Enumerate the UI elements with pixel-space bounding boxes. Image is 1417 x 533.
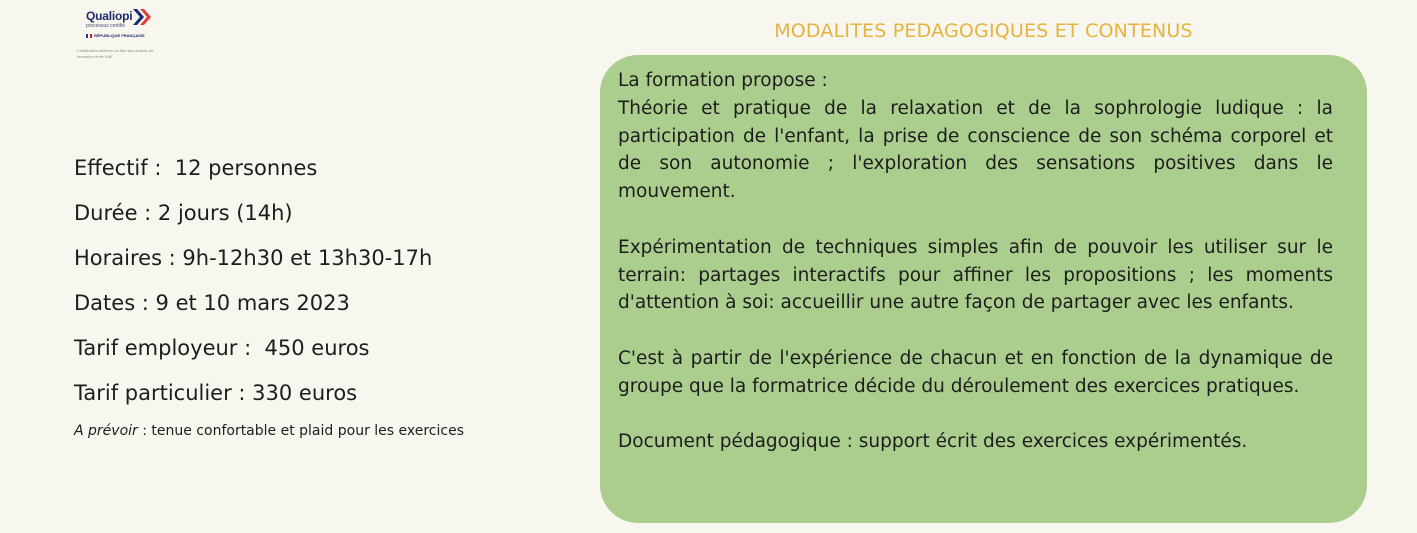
- content-paragraph: Expérimentation de techniques simples afin de pouvoir les utiliser sur le terrain: partages interactifs pour affiner les propositions ; les moments d'attention à soi: accueillir une autre façon de partager avec les enfants.: [618, 236, 1333, 314]
- equipment-note: [74, 423, 554, 439]
- content-paragraph: C'est à partir de l'expérience de chacun et en fonction de la dynamique de groupe que la formatrice décide du déroulement des exercices pratiques.: [618, 347, 1333, 397]
- info-tarif-particulier: Tarif particulier : 330 euros: [74, 381, 358, 405]
- chevron-logo-icon: [133, 9, 153, 25]
- note-text: : tenue confortable et plaid pour les exercices: [137, 423, 464, 439]
- french-flag-icon: [86, 34, 92, 38]
- qualiopi-logo: [77, 6, 177, 66]
- logo-subtitle: processus certifié: [86, 23, 125, 29]
- logo-country: [86, 33, 145, 38]
- section-title: MODALITES PEDAGOGIQUES ET CONTENUS: [774, 20, 1193, 42]
- content-panel: [600, 55, 1367, 523]
- info-tarif-employeur: Tarif employeur : 450 euros: [74, 336, 370, 360]
- practical-info: [74, 153, 554, 439]
- info-dates: Dates : 9 et 10 mars 2023: [74, 291, 350, 315]
- logo-country-label: RÉPUBLIQUE FRANÇAISE: [94, 33, 145, 38]
- info-duree: Durée : 2 jours (14h): [74, 201, 293, 225]
- content-paragraph: Théorie et pratique de la relaxation et de la sophrologie ludique : la participation de l'enfant, la prise de conscience de son schéma corporel et de son autonomie ; l'exploration des sensations positives dans le mouvement.: [618, 97, 1333, 203]
- content-intro: La formation propose :: [618, 70, 828, 91]
- note-label: A prévoir: [74, 423, 138, 439]
- content-paragraph: Document pédagogique : support écrit des exercices expérimentés.: [618, 431, 1248, 453]
- logo-brand: Qualiopi: [86, 9, 133, 23]
- info-effectif: Effectif : 12 personnes: [74, 156, 318, 180]
- logo-note: Certification délivrée au titre des actions de formation et de VAE: [77, 48, 154, 59]
- info-horaires: Horaires : 9h-12h30 et 13h30-17h: [74, 246, 433, 270]
